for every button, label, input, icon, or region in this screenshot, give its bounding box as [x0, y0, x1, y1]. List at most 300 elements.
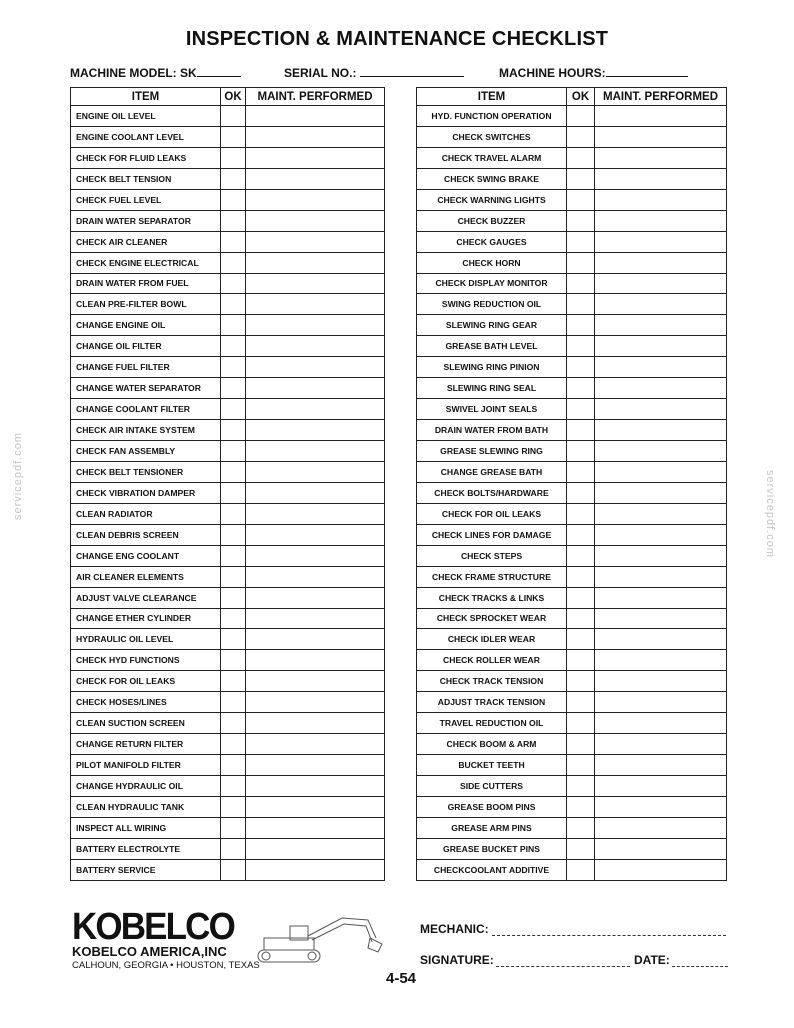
table-row — [417, 755, 727, 776]
table-row — [71, 755, 385, 776]
maint-performed-cell[interactable] — [595, 755, 727, 776]
table-row — [71, 273, 385, 294]
maint-performed-cell[interactable] — [595, 126, 727, 147]
maint-performed-cell[interactable] — [246, 650, 385, 671]
maint-performed-cell[interactable] — [246, 838, 385, 859]
table-header-row — [71, 88, 385, 106]
checklist-item-label: GREASE BUCKET PINS — [417, 838, 567, 859]
maint-performed-cell[interactable] — [595, 210, 727, 231]
page-number: 4-54 — [386, 970, 417, 987]
ok-checkbox-cell[interactable] — [221, 399, 246, 420]
table-row — [417, 587, 727, 608]
ok-checkbox-cell[interactable] — [221, 126, 246, 147]
checklist-item-label: SLEWING RING PINION — [417, 357, 567, 378]
maint-performed-cell[interactable] — [595, 441, 727, 462]
checklist-item-label: CHECK BELT TENSION — [71, 168, 221, 189]
checklist-item-label: GREASE BOOM PINS — [417, 796, 567, 817]
checklist-item-label: SIDE CUTTERS — [417, 776, 567, 797]
maint-performed-cell[interactable] — [246, 147, 385, 168]
maint-performed-cell[interactable] — [595, 817, 727, 838]
table-row — [417, 461, 727, 482]
checklist-item-label: HYD. FUNCTION OPERATION — [417, 106, 567, 127]
checklist-item-label: AIR CLEANER ELEMENTS — [71, 566, 221, 587]
maint-performed-cell[interactable] — [595, 859, 727, 880]
ok-checkbox-cell[interactable] — [567, 126, 595, 147]
checklist-item-label: CHECK BOLTS/HARDWARE — [417, 482, 567, 503]
table-row — [417, 566, 727, 587]
table-row — [71, 776, 385, 797]
ok-checkbox-cell[interactable] — [221, 545, 246, 566]
maint-performed-cell[interactable] — [246, 420, 385, 441]
ok-column-header: OK — [221, 88, 246, 106]
maint-performed-cell[interactable] — [595, 168, 727, 189]
checklist-item-label: CHECK FOR FLUID LEAKS — [71, 147, 221, 168]
excavator-icon — [250, 912, 390, 968]
table-row — [417, 420, 727, 441]
ok-checkbox-cell[interactable] — [567, 734, 595, 755]
ok-checkbox-cell[interactable] — [567, 189, 595, 210]
checklist-item-label: CHECK AIR INTAKE SYSTEM — [71, 420, 221, 441]
checklist-item-label: SWING REDUCTION OIL — [417, 294, 567, 315]
table-header-row — [417, 88, 727, 106]
maint-performed-cell[interactable] — [246, 315, 385, 336]
table-row — [71, 461, 385, 482]
serial-line[interactable] — [360, 64, 464, 77]
ok-checkbox-cell[interactable] — [221, 294, 246, 315]
item-column-header: ITEM — [71, 88, 221, 106]
ok-column-header: OK — [567, 88, 595, 106]
ok-checkbox-cell[interactable] — [567, 210, 595, 231]
machine-hours-label: MACHINE HOURS: — [499, 66, 606, 80]
ok-checkbox-cell[interactable] — [567, 357, 595, 378]
maint-performed-cell[interactable] — [595, 482, 727, 503]
maint-performed-cell[interactable] — [246, 189, 385, 210]
checklist-item-label: ENGINE COOLANT LEVEL — [71, 126, 221, 147]
checklist-item-label: DRAIN WATER FROM FUEL — [71, 273, 221, 294]
ok-checkbox-cell[interactable] — [221, 692, 246, 713]
ok-checkbox-cell[interactable] — [221, 315, 246, 336]
maint-performed-cell[interactable] — [246, 629, 385, 650]
table-row — [71, 796, 385, 817]
maint-performed-cell[interactable] — [246, 587, 385, 608]
maint-performed-cell[interactable] — [595, 524, 727, 545]
maint-performed-cell[interactable] — [595, 147, 727, 168]
table-row — [417, 210, 727, 231]
checklist-item-label: CHECK WARNING LIGHTS — [417, 189, 567, 210]
maint-performed-cell[interactable] — [595, 252, 727, 273]
checklist-item-label: ADJUST TRACK TENSION — [417, 692, 567, 713]
table-row — [71, 545, 385, 566]
ok-checkbox-cell[interactable] — [567, 650, 595, 671]
table-row — [71, 126, 385, 147]
checklist-item-label: BUCKET TEETH — [417, 755, 567, 776]
ok-checkbox-cell[interactable] — [221, 420, 246, 441]
maint-performed-cell[interactable] — [246, 336, 385, 357]
checklist-item-label: CHECK SPROCKET WEAR — [417, 608, 567, 629]
checklist-item-label: CHECK ENGINE ELECTRICAL — [71, 252, 221, 273]
maint-performed-cell[interactable] — [595, 461, 727, 482]
checklist-item-label: CHECK HORN — [417, 252, 567, 273]
maint-performed-cell[interactable] — [246, 524, 385, 545]
ok-checkbox-cell[interactable] — [221, 650, 246, 671]
maint-performed-cell[interactable] — [595, 315, 727, 336]
maint-performed-cell[interactable] — [595, 734, 727, 755]
ok-checkbox-cell[interactable] — [567, 817, 595, 838]
maint-performed-cell[interactable] — [595, 273, 727, 294]
table-row — [417, 189, 727, 210]
table-row — [417, 524, 727, 545]
checklist-item-label: BATTERY ELECTROLYTE — [71, 838, 221, 859]
ok-checkbox-cell[interactable] — [567, 461, 595, 482]
checklist-item-label: CLEAN RADIATOR — [71, 503, 221, 524]
company-name: KOBELCO AMERICA,INC — [72, 944, 227, 959]
machine-model-field[interactable] — [70, 64, 241, 80]
maint-column-header: MAINT. PERFORMED — [595, 88, 727, 106]
checklist-item-label: CHECK GAUGES — [417, 231, 567, 252]
table-row — [417, 503, 727, 524]
checklist-item-label: CHECK BELT TENSIONER — [71, 461, 221, 482]
checklist-item-label: CHECKCOOLANT ADDITIVE — [417, 859, 567, 880]
maint-performed-cell[interactable] — [595, 106, 727, 127]
table-row — [71, 524, 385, 545]
ok-checkbox-cell[interactable] — [221, 461, 246, 482]
machine-model-label: MACHINE MODEL: SK — [70, 66, 197, 80]
maint-performed-cell[interactable] — [595, 796, 727, 817]
table-row — [417, 168, 727, 189]
table-row — [417, 252, 727, 273]
checklist-item-label: CLEAN DEBRIS SCREEN — [71, 524, 221, 545]
table-row — [71, 587, 385, 608]
checklist-item-label: CHANGE OIL FILTER — [71, 336, 221, 357]
maint-performed-cell[interactable] — [246, 231, 385, 252]
checklist-item-label: CHECK ROLLER WEAR — [417, 650, 567, 671]
maint-performed-cell[interactable] — [246, 482, 385, 503]
ok-checkbox-cell[interactable] — [221, 189, 246, 210]
maint-performed-cell[interactable] — [246, 545, 385, 566]
checklist-item-label: CHECK SWITCHES — [417, 126, 567, 147]
machine-model-line[interactable] — [197, 64, 241, 77]
maint-performed-cell[interactable] — [595, 378, 727, 399]
maint-performed-cell[interactable] — [246, 168, 385, 189]
checklist-item-label: CHECK FOR OIL LEAKS — [417, 503, 567, 524]
checklist-item-label: CHANGE ENG COOLANT — [71, 545, 221, 566]
maint-performed-cell[interactable] — [246, 566, 385, 587]
ok-checkbox-cell[interactable] — [567, 545, 595, 566]
table-row — [417, 294, 727, 315]
ok-checkbox-cell[interactable] — [221, 587, 246, 608]
ok-checkbox-cell[interactable] — [221, 210, 246, 231]
ok-checkbox-cell[interactable] — [567, 106, 595, 127]
ok-checkbox-cell[interactable] — [221, 859, 246, 880]
maint-performed-cell[interactable] — [246, 273, 385, 294]
checklist-item-label: CHANGE WATER SEPARATOR — [71, 378, 221, 399]
ok-checkbox-cell[interactable] — [221, 734, 246, 755]
ok-checkbox-cell[interactable] — [567, 566, 595, 587]
checklist-item-label: SLEWING RING SEAL — [417, 378, 567, 399]
table-row — [417, 126, 727, 147]
checklist-item-label: PILOT MANIFOLD FILTER — [71, 755, 221, 776]
checklist-item-label: DRAIN WATER FROM BATH — [417, 420, 567, 441]
maint-performed-cell[interactable] — [246, 608, 385, 629]
ok-checkbox-cell[interactable] — [567, 755, 595, 776]
company-address: CALHOUN, GEORGIA • HOUSTON, TEXAS — [72, 960, 260, 971]
ok-checkbox-cell[interactable] — [221, 817, 246, 838]
maint-performed-cell[interactable] — [595, 629, 727, 650]
table-row — [417, 838, 727, 859]
maint-performed-cell[interactable] — [595, 399, 727, 420]
date-line[interactable] — [672, 966, 728, 967]
ok-checkbox-cell[interactable] — [221, 524, 246, 545]
maint-performed-cell[interactable] — [595, 776, 727, 797]
signature-label: SIGNATURE: — [420, 953, 494, 967]
machine-hours-line[interactable] — [606, 64, 688, 77]
checklist-item-label: CHECK TRAVEL ALARM — [417, 147, 567, 168]
maint-performed-cell[interactable] — [246, 399, 385, 420]
checklist-item-label: CLEAN PRE-FILTER BOWL — [71, 294, 221, 315]
watermark-left: servicepdf.com — [12, 432, 24, 520]
serial-label: SERIAL NO.: — [284, 66, 357, 80]
table-row — [71, 294, 385, 315]
table-row — [71, 147, 385, 168]
ok-checkbox-cell[interactable] — [567, 838, 595, 859]
table-row — [417, 650, 727, 671]
maint-performed-cell[interactable] — [595, 294, 727, 315]
maint-performed-cell[interactable] — [246, 503, 385, 524]
maint-performed-cell[interactable] — [246, 106, 385, 127]
maint-performed-cell[interactable] — [246, 126, 385, 147]
table-row — [71, 734, 385, 755]
maint-performed-cell[interactable] — [595, 608, 727, 629]
ok-checkbox-cell[interactable] — [221, 671, 246, 692]
maint-performed-cell[interactable] — [595, 566, 727, 587]
ok-checkbox-cell[interactable] — [221, 755, 246, 776]
ok-checkbox-cell[interactable] — [567, 524, 595, 545]
table-row — [71, 713, 385, 734]
ok-checkbox-cell[interactable] — [567, 796, 595, 817]
ok-checkbox-cell[interactable] — [221, 776, 246, 797]
ok-checkbox-cell[interactable] — [567, 315, 595, 336]
right-checklist-body — [417, 106, 727, 881]
maint-column-header: MAINT. PERFORMED — [246, 88, 385, 106]
maint-performed-cell[interactable] — [595, 357, 727, 378]
ok-checkbox-cell[interactable] — [221, 713, 246, 734]
maint-performed-cell[interactable] — [246, 734, 385, 755]
ok-checkbox-cell[interactable] — [567, 776, 595, 797]
table-row — [71, 503, 385, 524]
checklist-item-label: DRAIN WATER SEPARATOR — [71, 210, 221, 231]
table-row — [71, 608, 385, 629]
maint-performed-cell[interactable] — [246, 796, 385, 817]
table-row — [71, 210, 385, 231]
table-row — [71, 420, 385, 441]
maint-performed-cell[interactable] — [595, 650, 727, 671]
checklist-item-label: CHECK FOR OIL LEAKS — [71, 671, 221, 692]
mechanic-signature-line[interactable] — [492, 935, 726, 936]
ok-checkbox-cell[interactable] — [567, 503, 595, 524]
ok-checkbox-cell[interactable] — [567, 294, 595, 315]
ok-checkbox-cell[interactable] — [567, 671, 595, 692]
table-row — [417, 817, 727, 838]
table-row — [71, 357, 385, 378]
ok-checkbox-cell[interactable] — [567, 629, 595, 650]
maint-performed-cell[interactable] — [595, 231, 727, 252]
maint-performed-cell[interactable] — [246, 461, 385, 482]
ok-checkbox-cell[interactable] — [567, 420, 595, 441]
maint-performed-cell[interactable] — [246, 294, 385, 315]
ok-checkbox-cell[interactable] — [221, 147, 246, 168]
ok-checkbox-cell[interactable] — [567, 587, 595, 608]
checklist-item-label: CHECK HOSES/LINES — [71, 692, 221, 713]
ok-checkbox-cell[interactable] — [221, 838, 246, 859]
ok-checkbox-cell[interactable] — [567, 441, 595, 462]
table-row — [417, 545, 727, 566]
checklist-item-label: GREASE ARM PINS — [417, 817, 567, 838]
maint-performed-cell[interactable] — [246, 357, 385, 378]
checklist-item-label: GREASE BATH LEVEL — [417, 336, 567, 357]
checklist-item-label: INSPECT ALL WIRING — [71, 817, 221, 838]
table-row — [417, 859, 727, 880]
right-checklist-table — [416, 87, 727, 881]
kobelco-logo: KOBELCO — [72, 906, 234, 948]
table-row — [71, 838, 385, 859]
maint-performed-cell[interactable] — [246, 817, 385, 838]
ok-checkbox-cell[interactable] — [221, 252, 246, 273]
table-row — [417, 796, 727, 817]
ok-checkbox-cell[interactable] — [567, 713, 595, 734]
ok-checkbox-cell[interactable] — [221, 168, 246, 189]
maint-performed-cell[interactable] — [595, 503, 727, 524]
maint-performed-cell[interactable] — [246, 713, 385, 734]
ok-checkbox-cell[interactable] — [567, 231, 595, 252]
ok-checkbox-cell[interactable] — [567, 482, 595, 503]
left-checklist-body — [71, 106, 385, 881]
table-row — [417, 629, 727, 650]
table-row — [71, 252, 385, 273]
checklist-item-label: CHECK SWING BRAKE — [417, 168, 567, 189]
maint-performed-cell[interactable] — [595, 692, 727, 713]
watermark-right: servicepdf.com — [764, 470, 776, 558]
signature-line[interactable] — [496, 966, 630, 967]
ok-checkbox-cell[interactable] — [567, 859, 595, 880]
ok-checkbox-cell[interactable] — [567, 692, 595, 713]
maint-performed-cell[interactable] — [595, 420, 727, 441]
item-column-header: ITEM — [417, 88, 567, 106]
ok-checkbox-cell[interactable] — [221, 482, 246, 503]
maint-performed-cell[interactable] — [246, 776, 385, 797]
checklist-item-label: CHANGE ETHER CYLINDER — [71, 608, 221, 629]
serial-field[interactable] — [284, 64, 464, 80]
checklist-item-label: CLEAN SUCTION SCREEN — [71, 713, 221, 734]
checklist-item-label: CHECK VIBRATION DAMPER — [71, 482, 221, 503]
table-row — [417, 399, 727, 420]
checklist-item-label: ENGINE OIL LEVEL — [71, 106, 221, 127]
ok-checkbox-cell[interactable] — [567, 273, 595, 294]
table-row — [417, 231, 727, 252]
checklist-item-label: CHECK FRAME STRUCTURE — [417, 566, 567, 587]
ok-checkbox-cell[interactable] — [221, 336, 246, 357]
maint-performed-cell[interactable] — [246, 210, 385, 231]
table-row — [417, 734, 727, 755]
ok-checkbox-cell[interactable] — [221, 629, 246, 650]
table-row — [417, 608, 727, 629]
checklist-item-label: CHANGE COOLANT FILTER — [71, 399, 221, 420]
table-row — [71, 650, 385, 671]
table-row — [71, 168, 385, 189]
checklist-item-label: HYDRAULIC OIL LEVEL — [71, 629, 221, 650]
maint-performed-cell[interactable] — [595, 587, 727, 608]
ok-checkbox-cell[interactable] — [221, 273, 246, 294]
maint-performed-cell[interactable] — [246, 378, 385, 399]
maint-performed-cell[interactable] — [246, 859, 385, 880]
table-row — [417, 147, 727, 168]
table-row — [71, 692, 385, 713]
maint-performed-cell[interactable] — [595, 671, 727, 692]
ok-checkbox-cell[interactable] — [567, 336, 595, 357]
ok-checkbox-cell[interactable] — [221, 441, 246, 462]
ok-checkbox-cell[interactable] — [567, 168, 595, 189]
table-row — [417, 776, 727, 797]
ok-checkbox-cell[interactable] — [567, 252, 595, 273]
checklist-item-label: CLEAN HYDRAULIC TANK — [71, 796, 221, 817]
table-row — [71, 482, 385, 503]
checklist-item-label: CHANGE FUEL FILTER — [71, 357, 221, 378]
ok-checkbox-cell[interactable] — [221, 566, 246, 587]
ok-checkbox-cell[interactable] — [567, 608, 595, 629]
table-row — [71, 566, 385, 587]
machine-hours-field[interactable] — [499, 64, 688, 80]
ok-checkbox-cell[interactable] — [221, 796, 246, 817]
table-row — [417, 671, 727, 692]
checklist-item-label: CHANGE HYDRAULIC OIL — [71, 776, 221, 797]
maint-performed-cell[interactable] — [595, 336, 727, 357]
table-row — [71, 629, 385, 650]
table-row — [71, 671, 385, 692]
table-row — [417, 357, 727, 378]
ok-checkbox-cell[interactable] — [221, 503, 246, 524]
ok-checkbox-cell[interactable] — [221, 608, 246, 629]
table-row — [71, 441, 385, 462]
table-row — [417, 713, 727, 734]
table-row — [71, 378, 385, 399]
maint-performed-cell[interactable] — [246, 252, 385, 273]
mechanic-label: MECHANIC: — [420, 922, 489, 936]
ok-checkbox-cell[interactable] — [221, 378, 246, 399]
table-row — [71, 399, 385, 420]
table-row — [417, 336, 727, 357]
maint-performed-cell[interactable] — [595, 545, 727, 566]
checklist-item-label: ADJUST VALVE CLEARANCE — [71, 587, 221, 608]
ok-checkbox-cell[interactable] — [567, 399, 595, 420]
ok-checkbox-cell[interactable] — [221, 231, 246, 252]
checklist-item-label: TRAVEL REDUCTION OIL — [417, 713, 567, 734]
checklist-item-label: CHECK HYD FUNCTIONS — [71, 650, 221, 671]
maint-performed-cell[interactable] — [595, 189, 727, 210]
maint-performed-cell[interactable] — [246, 441, 385, 462]
maint-performed-cell[interactable] — [595, 838, 727, 859]
maint-performed-cell[interactable] — [246, 755, 385, 776]
checklist-item-label: CHECK BUZZER — [417, 210, 567, 231]
ok-checkbox-cell[interactable] — [567, 147, 595, 168]
maint-performed-cell[interactable] — [246, 671, 385, 692]
maint-performed-cell[interactable] — [246, 692, 385, 713]
ok-checkbox-cell[interactable] — [221, 357, 246, 378]
ok-checkbox-cell[interactable] — [567, 378, 595, 399]
table-row — [417, 441, 727, 462]
checklist-item-label: CHECK TRACK TENSION — [417, 671, 567, 692]
ok-checkbox-cell[interactable] — [221, 106, 246, 127]
date-label: DATE: — [634, 953, 670, 967]
maint-performed-cell[interactable] — [595, 713, 727, 734]
